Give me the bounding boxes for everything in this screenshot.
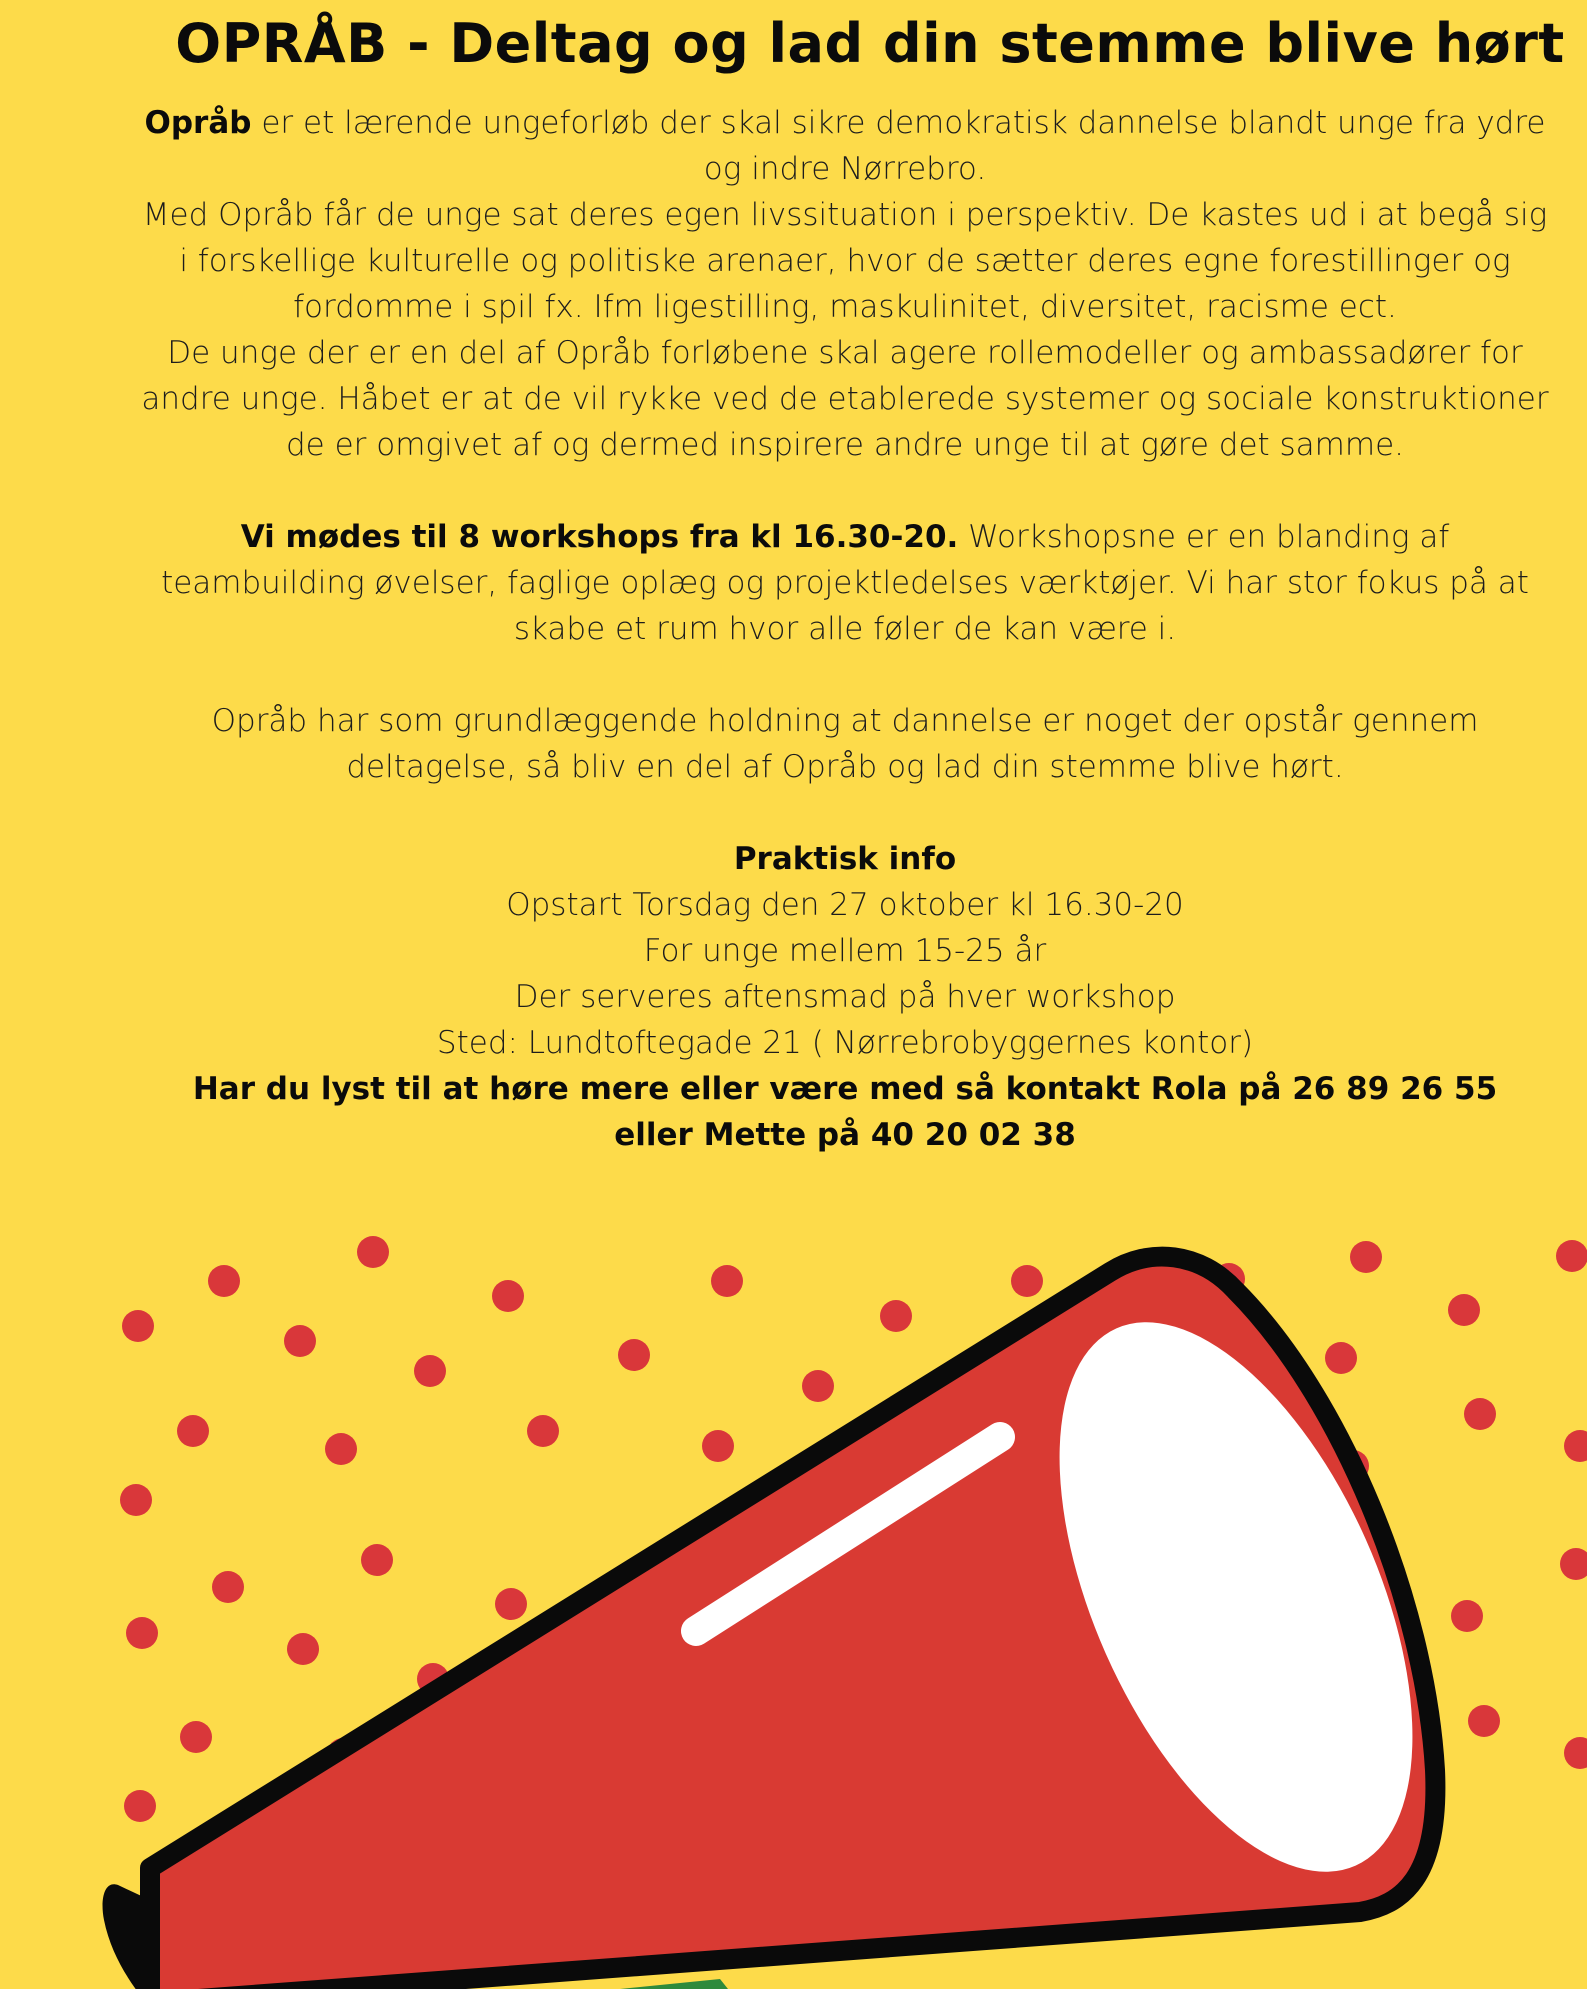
spacer	[140, 468, 1550, 514]
practical-start: Opstart Torsdag den 27 oktober kl 16.30-20	[506, 887, 1184, 923]
megaphone-illustration	[0, 1200, 1587, 1989]
workshops-text: Workshopsne er en blanding af teambuilding øvelser, faglige oplæg og projektledelses værktøjer. Vi har stor fokus på at skabe et rum hvor alle føler de kan være i.	[161, 519, 1529, 647]
intro-text-2: Med Opråb får de unge sat deres egen livssituation i perspektiv. De kastes ud i at begå sig i forskellige kulturelle og politiske arenaer, hvor de sætter deres egne forestillinger og fordomme i spil fx. Ifm ligestilling, maskulinitet, diversitet, racisme ect.	[142, 197, 1548, 325]
intro-paragraph	[140, 100, 1550, 192]
practical-heading-text: Praktisk info	[733, 841, 957, 877]
practical-age: For unge mellem 15-25 år	[643, 933, 1047, 969]
practical-food: Der serveres aftensmad på hver workshop	[514, 979, 1176, 1015]
workshops-bold: Vi mødes til 8 workshops fra kl 16.30-20.	[240, 519, 959, 555]
megaphone-icon	[103, 1257, 1486, 1989]
contact-line-2: eller Mette på 40 20 02 38	[614, 1117, 1076, 1153]
intro-text: er et lærende ungeforløb der skal sikre demokratisk dannelse blandt unge fra ydre og indre Nørrebro.	[251, 105, 1546, 187]
contact-line-1: Har du lyst til at høre mere eller være med så kontakt Rola på 26 89 26 55	[192, 1071, 1498, 1107]
intro-text-3: De unge der er en del af Opråb forløbene skal agere rollemodeller og ambassadører for andre unge. Håbet er at de vil rykke ved de etablerede systemer og sociale konstruktioner de er omgivet af og dermed inspirere andre unge til at gøre det samme.	[141, 335, 1549, 463]
brand-name: Opråb	[144, 105, 252, 141]
practical-place: Sted: Lundtoftegade 21 ( Nørrebrobyggernes kontor)	[436, 1025, 1254, 1061]
poster-title: OPRÅB - Deltag og lad din stemme blive hørt	[175, 12, 1565, 75]
spacer	[140, 652, 1550, 698]
poster-body	[140, 100, 1550, 1158]
spacer	[140, 790, 1550, 836]
philosophy-paragraph: Opråb har som grundlæggende holdning at dannelse er noget der opstår gennem deltagelse, så bliv en del af Opråb og lad din stemme blive hørt.	[211, 703, 1479, 785]
practical-heading	[140, 836, 1550, 882]
workshops-paragraph	[140, 514, 1550, 652]
